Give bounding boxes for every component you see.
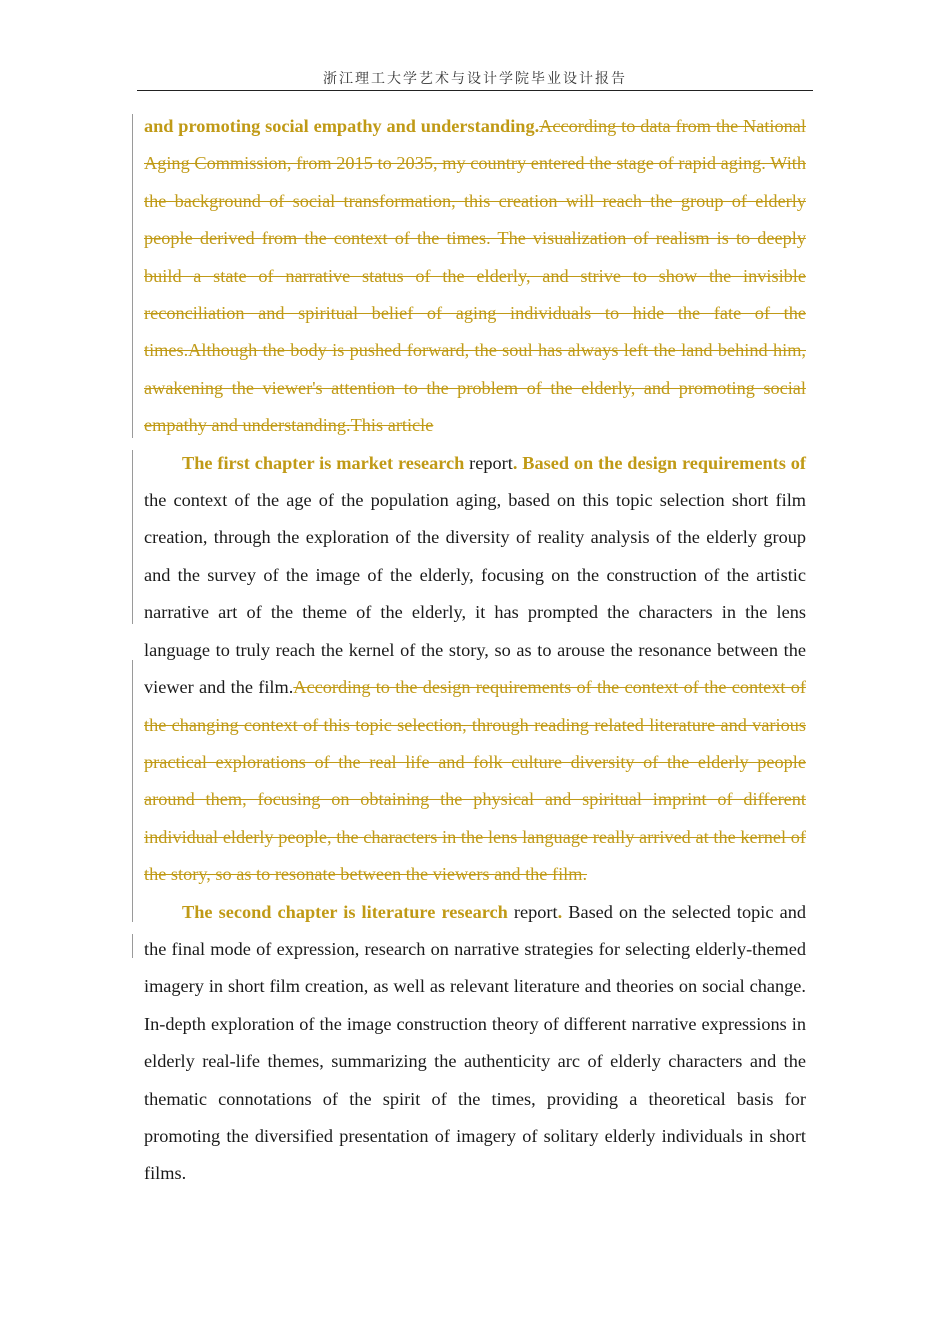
change-bar (132, 934, 133, 958)
inserted-text: . (557, 901, 563, 922)
inserted-text: and promoting social empathy and understanding. (144, 116, 540, 136)
body-text: the context of the age of the population aging, based on this topic selection short film creation, through the exploration of the diversity of reality analysis of the elderly group and the survey of the image of the elderly, focusing on the construction of the artistic narrative art of the theme of the elderly, it has prompted the characters in the lens language to truly reach the kernel of the story, so as to arouse the resonance between the viewer and the film. (144, 490, 806, 698)
change-bar (132, 450, 133, 624)
paragraph-chapter-two (144, 894, 806, 1193)
document-body (144, 108, 806, 1193)
inserted-text: The first chapter is market research (182, 452, 465, 473)
paragraph-continuation (144, 108, 806, 445)
inserted-text: . Based on the design requirements of (512, 452, 806, 473)
body-text: report (464, 452, 513, 473)
body-text: report (507, 901, 558, 922)
body-text: Based on the selected topic and the final mode of expression, research on narrative strategies for selecting elderly-themed imagery in short film creation, as well as relevant literature and theories on social change. In-depth exploration of the image construction theory of different narrative expressions in elderly real-life themes, summarizing the authenticity arc of elderly characters and the thematic connotations of the spirit of the times, providing a theoretical basis for promoting the diversified presentation of imagery of solitary elderly individuals in short films. (144, 901, 806, 1184)
inserted-text: The second chapter is literature research (182, 901, 508, 922)
deleted-text: According to data from the National Aging Commission, from 2015 to 2035, my country entered the stage of rapid aging. With the background of social transformation, this creation will reach the group of elderly people derived from the context of the times. The visualization of realism is to deeply build a state of narrative status of the elderly, and strive to show the invisible reconciliation and spiritual belief of aging individuals to hide the fate of the times.Although the body is pushed forward, the soul has always left the land behind him, awakening the viewer's attention to the problem of the elderly, and promoting social empathy and understanding.This article (144, 116, 806, 436)
paragraph-chapter-one (144, 445, 806, 894)
change-bar (132, 114, 133, 438)
deleted-text: According to the design requirements of the context of the context of the changing context of this topic selection, through reading related literature and various practical explorations of the real life and folk culture diversity of the elderly people around them, focusing on obtaining the physical and spiritual imprint of different individual elderly people, the characters in the lens language really arrived at the kernel of the story, so as to resonate between the viewers and the film. (144, 677, 807, 885)
change-bar (132, 660, 133, 922)
page-header: 浙江理工大学艺术与设计学院毕业设计报告 (137, 68, 813, 91)
